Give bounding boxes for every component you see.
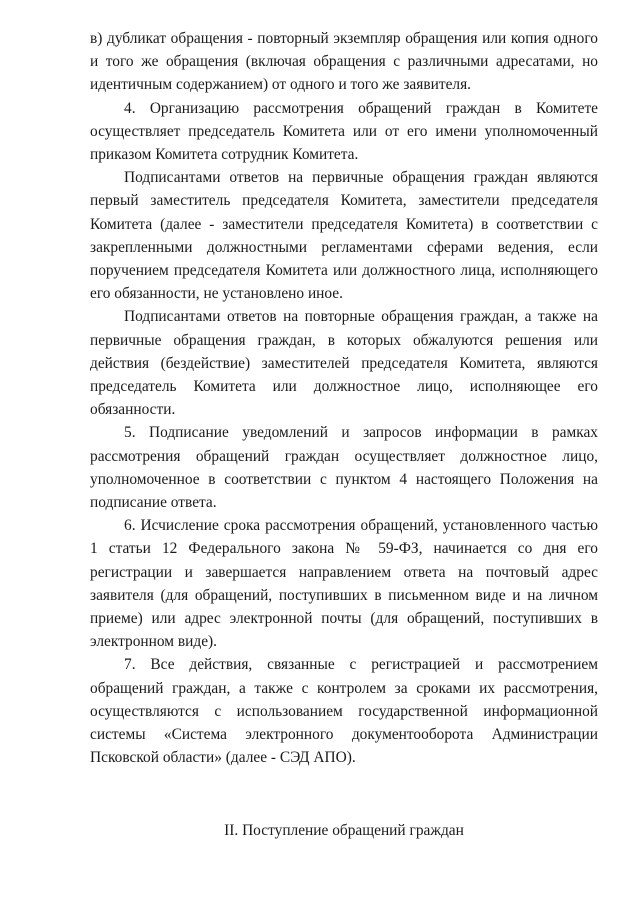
paragraph-duplicate-definition: в) дубликат обращения - повторный экземпляр обращения или копия одного и того же обращения (включая обращения с различными адресатами, но идентичным содержанием) от одного и того же заявителя.	[90, 30, 598, 94]
paragraph-item-4: 4. Организацию рассмотрения обращений граждан в Комитете осуществляет председатель Комитета или от его имени уполномоченный приказом Комитета сотрудник Комитета.	[90, 99, 598, 164]
document-body	[90, 27, 598, 770]
paragraph-repeat-signatories: Подписантами ответов на повторные обращения граждан, а также на первичные обращения граждан, в которых обжалуются решения или действия (бездействие) заместителей председателя Комитета, являются председатель Комитета или должностное лицо, исполняющее его обязанности.	[90, 308, 598, 419]
paragraph-item-5: 5. Подписание уведомлений и запросов информации в рамках рассмотрения обращений граждан осуществляет должностное лицо, уполномоченное в соответствии с пунктом 4 настоящего Положения на подписание ответа.	[90, 424, 598, 512]
paragraph-primary-signatories: Подписантами ответов на первичные обращения граждан являются первый заместитель председателя Комитета, заместители председателя Комитета (далее - заместители председателя Комитета) в соответствии с закрепленными должностными регламентами сферами ведения, если поручением председателя Комитета или должностного лица, исполняющего его обязанности, не установлено иное.	[90, 169, 598, 303]
section-heading: II. Поступление обращений граждан	[224, 822, 464, 839]
paragraph-item-6: 6. Исчисление срока рассмотрения обращений, установленного частью 1 статьи 12 Федерального закона № 59-ФЗ, начинается со дня его регистрации и завершается направлением ответа на почтовый адрес заявителя (для обращений, поступивших в письменном виде и на личном приеме) или адрес электронной почты (для обращений, поступивших в электронном виде).	[90, 517, 598, 651]
paragraph-item-7: 7. Все действия, связанные с регистрацией и рассмотрением обращений граждан, а также с контролем за сроками их рассмотрения, осуществляются с использованием государственной информационной системы «Система электронного документооборота Администрации Псковской области» (далее - СЭД АПО).	[90, 656, 598, 767]
